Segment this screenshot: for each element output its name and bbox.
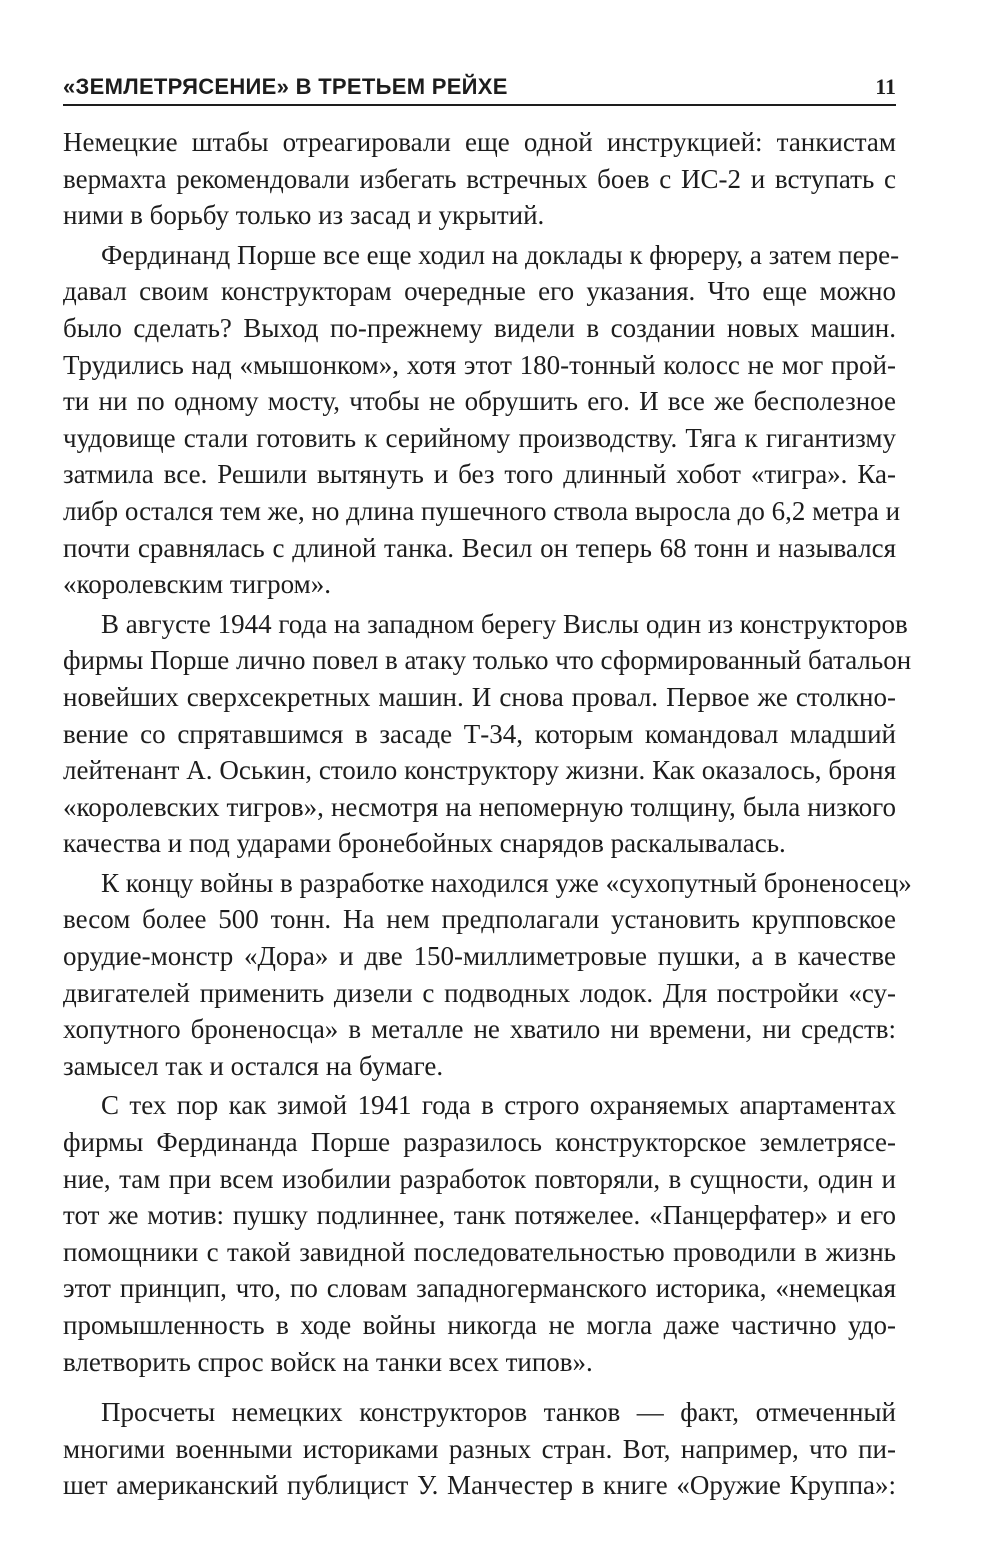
text-line: качества и под ударами бронебойных снарядов раскалывалась. xyxy=(63,828,786,859)
running-head xyxy=(63,72,896,102)
text-line: орудие-монстр «Дора» и две 150-миллиметровые пушки, а в качестве xyxy=(63,941,896,972)
text-line: затмила все. Решили вытянуть и без того длинный хобот «тигра». Ка- xyxy=(63,459,896,490)
text-line: вение со спрятавшимся в засаде Т-34, которым командовал младший xyxy=(63,718,896,749)
text-line: либр остался тем же, но длина пушечного ствола выросла до 6,2 метра и xyxy=(63,495,901,526)
text-line: новейших сверхсекретных машин. И снова провал. Первое же столкно- xyxy=(63,681,896,712)
text-line: ние, там при всем изобилии разработок повторяли, в сущности, один и xyxy=(63,1163,896,1194)
text-line: чудовище стали готовить к серийному производству. Тяга к гигантизму xyxy=(63,422,896,453)
text-line: К концу войны в разработке находился уже «сухопутный броненосец» xyxy=(101,867,912,898)
text-line: Просчеты немецких конструкторов танков — факт, отмеченный xyxy=(101,1397,896,1428)
text-line: лейтенант А. Оськин, стоило конструктору жизни. Как оказалось, броня xyxy=(63,755,896,786)
text-line: многими военными историками разных стран. Вот, например, что пи- xyxy=(63,1433,896,1464)
text-line: замысел так и остался на бумаге. xyxy=(63,1050,444,1081)
text-line: двигателей применить дизели с подводных лодок. Для постройки «су- xyxy=(63,977,896,1008)
paragraph xyxy=(63,124,896,234)
text-line: почти сравнялась с длиной танка. Весил он теперь 68 тонн и назывался xyxy=(63,532,896,563)
text-line: давал своим конструкторам очередные его указания. Что еще можно xyxy=(63,276,896,307)
text-line: промышленность в ходе войны никогда не могла даже частично удо- xyxy=(63,1310,896,1340)
text-line: фирмы Порше лично повел в атаку только что сформированный батальон xyxy=(63,645,912,676)
text-line: было сделать? Выход по-прежнему видели в создании новых машин. xyxy=(63,312,896,343)
body-text xyxy=(63,124,912,1504)
text-line: «королевских тигров», несмотря на непомерную толщину, была низкого xyxy=(63,791,896,822)
paragraph xyxy=(63,606,912,862)
text-line: Трудились над «мышонком», хотя этот 180-тонный колосс не мог прой- xyxy=(63,349,896,380)
text-line: Немецкие штабы отреагировали еще одной инструкцией: танкистам xyxy=(63,127,896,157)
text-line: хопутного броненосца» в металле не хватило ни времени, ни средств: xyxy=(63,1014,896,1045)
text-line: фирмы Фердинанда Порше разразилось конструкторское землетрясе- xyxy=(63,1127,896,1158)
paragraph xyxy=(63,1087,896,1380)
running-title: «ЗЕМЛЕТРЯСЕНИЕ» В ТРЕТЬЕМ РЕЙХЕ xyxy=(63,74,508,99)
paragraph xyxy=(63,237,901,603)
text-line: влетворить спрос войск на танки всех типов». xyxy=(63,1346,593,1377)
header-rule xyxy=(63,104,896,106)
paragraph xyxy=(63,1394,896,1504)
text-line: ти ни по одному мосту, чтобы не обрушить его. И все же бесполезное xyxy=(63,386,896,417)
page-number: 11 xyxy=(875,74,896,99)
text-line: В августе 1944 года на западном берегу Вислы один из конструкторов xyxy=(101,608,908,639)
text-line: Фердинанд Порше все еще ходил на доклады к фюреру, а затем пере- xyxy=(101,239,900,270)
text-line: «королевским тигром». xyxy=(63,569,331,600)
text-line: вермахта рекомендовали избегать встречных боев с ИС-2 и вступать с xyxy=(63,163,896,194)
text-line: ними в борьбу только из засад и укрытий. xyxy=(63,200,545,231)
text-line: этот принцип, что, по словам западногерманского историка, «немецкая xyxy=(63,1273,896,1304)
text-line: весом более 500 тонн. На нем предполагали установить крупповское xyxy=(63,904,896,935)
text-line: тот же мотив: пушку подлиннее, танк потяжелее. «Панцерфатер» и его xyxy=(63,1200,896,1231)
text-line: С тех пор как зимой 1941 года в строго охраняемых апартаментах xyxy=(101,1090,896,1121)
text-line: помощники с такой завидной последовательностью проводили в жизнь xyxy=(63,1236,896,1267)
text-line: шет американский публицист У. Манчестер в книге «Оружие Круппа»: xyxy=(63,1470,896,1501)
paragraph xyxy=(63,865,912,1085)
